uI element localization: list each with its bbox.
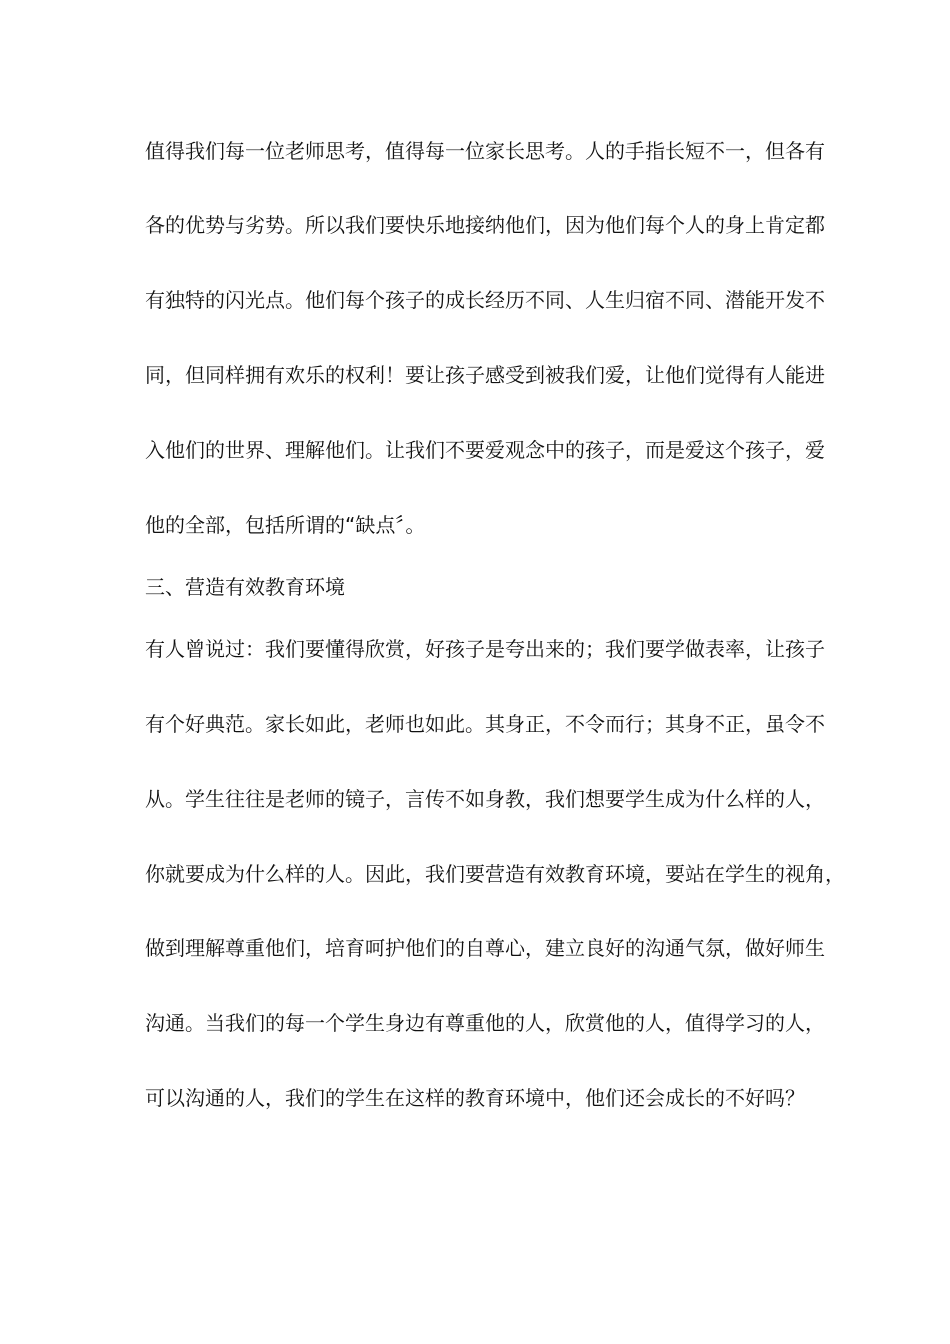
section-heading: 三、营造有效教育环境: [145, 575, 345, 599]
paragraph-line: 同，但同样拥有欢乐的权利！要让孩子感受到被我们爱，让他们觉得有人能进: [145, 363, 825, 387]
paragraph-line: 有人曾说过：我们要懂得欣赏，好孩子是夸出来的；我们要学做表率，让孩子: [145, 637, 825, 661]
paragraph-line: 值得我们每一位老师思考，值得每一位家长思考。人的手指长短不一，但各有: [145, 139, 825, 163]
paragraph-line: 入他们的世界、理解他们。让我们不要爱观念中的孩子，而是爱这个孩子，爱: [145, 438, 825, 462]
paragraph-line: 有个好典范。家长如此，老师也如此。其身正，不令而行；其身不正，虽令不: [145, 712, 825, 736]
paragraph-line: 他的全部，包括所谓的“缺点〞。: [145, 513, 426, 537]
paragraph-line: 做到理解尊重他们，培育呵护他们的自尊心，建立良好的沟通气氛，做好师生: [145, 936, 825, 960]
paragraph-line: 各的优势与劣势。所以我们要快乐地接纳他们，因为他们每个人的身上肯定都: [145, 213, 825, 237]
paragraph-line: 从。学生往往是老师的镜子，言传不如身教，我们想要学生成为什么样的人，: [145, 787, 825, 811]
paragraph-line: 沟通。当我们的每一个学生身边有尊重他的人，欣赏他的人，值得学习的人，: [145, 1011, 825, 1035]
paragraph-line: 有独特的闪光点。他们每个孩子的成长经历不同、人生归宿不同、潜能开发不: [145, 288, 825, 312]
paragraph-line: 你就要成为什么样的人。因此，我们要营造有效教育环境，要站在学生的视角，: [145, 862, 845, 886]
paragraph-line: 可以沟通的人，我们的学生在这样的教育环境中，他们还会成长的不好吗？: [145, 1086, 805, 1110]
